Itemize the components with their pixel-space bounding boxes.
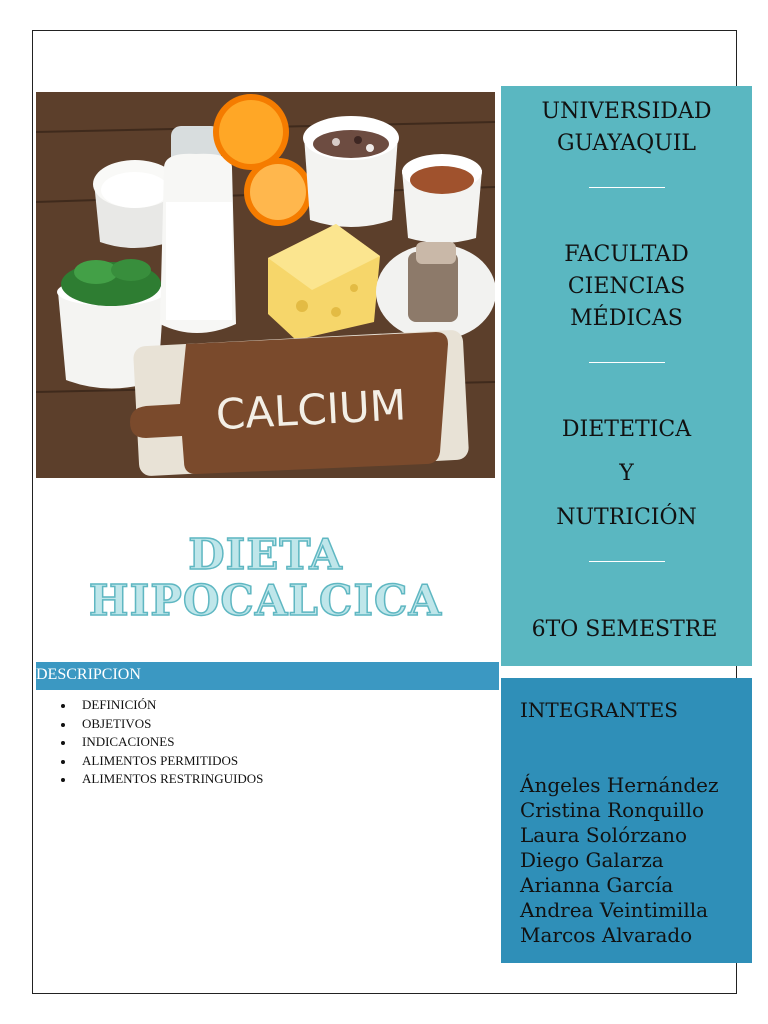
divider (589, 187, 665, 188)
faculty-line-2: CIENCIAS (567, 274, 686, 299)
description-header: DESCRIPCION (36, 662, 499, 690)
university-panel (501, 86, 752, 666)
subject-line-1: DIETETICA (561, 417, 692, 442)
page-title (36, 532, 495, 624)
university-line-1: UNIVERSIDAD (541, 99, 712, 124)
divider (589, 362, 665, 363)
description-list (58, 696, 263, 789)
member-name: Arianna García (520, 873, 674, 897)
calcium-foods-photo (36, 92, 495, 478)
divider (589, 561, 665, 562)
faculty-line-1: FACULTAD (564, 242, 689, 267)
subject-line-2: Y (619, 461, 634, 486)
member-name: Diego Galarza (520, 848, 664, 872)
member-name: Andrea Veintimilla (520, 898, 709, 922)
subject-line-3: NUTRICIÓN (556, 505, 697, 530)
semester-label: 6TO SEMESTRE (531, 617, 718, 642)
title-line-1: DIETA (188, 530, 343, 579)
faculty-line-3: MÉDICAS (570, 306, 683, 331)
member-name: Laura Solórzano (520, 823, 688, 847)
university-line-2: GUAYAQUIL (556, 131, 696, 156)
members-title: INTEGRANTES (520, 698, 678, 722)
member-name: Ángeles Hernández (520, 773, 719, 797)
member-name: Cristina Ronquillo (520, 798, 705, 822)
member-name: Marcos Alvarado (520, 923, 693, 947)
board-text: CALCIUM (214, 380, 408, 440)
beans-bowl (303, 116, 399, 227)
list-item: OBJETIVOS (58, 715, 263, 734)
cutting-board (130, 329, 469, 476)
almonds-bowl (402, 154, 482, 243)
title-line-2: HIPOCALCICA (88, 576, 443, 625)
list-item: ALIMENTOS PERMITIDOS (58, 752, 263, 771)
list-item: ALIMENTOS RESTRINGUIDOS (58, 770, 263, 789)
list-item: DEFINICIÓN (58, 696, 263, 715)
list-item: INDICACIONES (58, 733, 263, 752)
